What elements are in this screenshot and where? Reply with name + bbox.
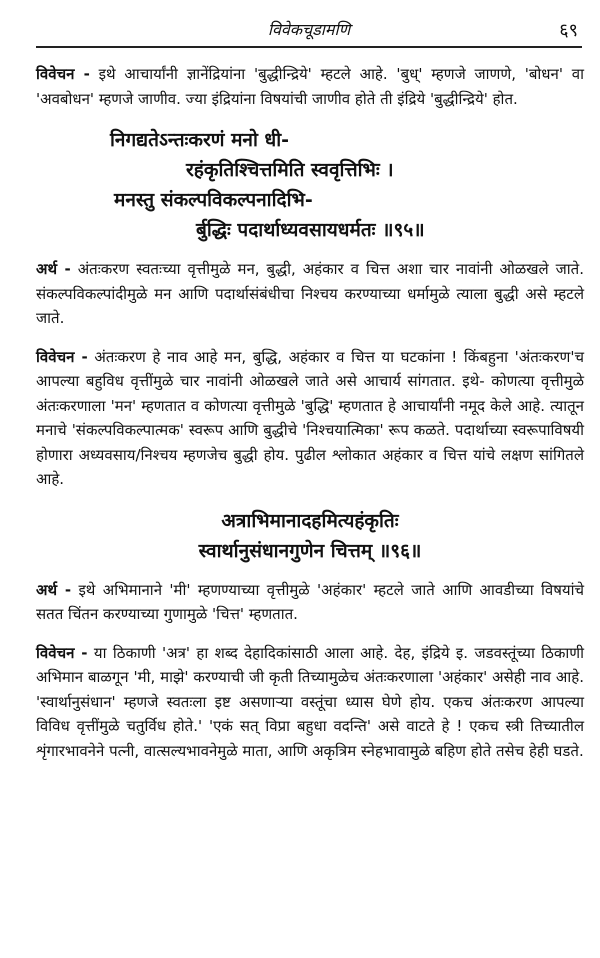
commentary-label: विवेचन - (36, 347, 88, 366)
page-content (36, 62, 584, 777)
verse-95 (36, 125, 584, 245)
meaning-text: इथे अभिमानाने 'मी' म्हणण्याच्या वृत्तीमुळे 'अहंकार' म्हटले जाते आणि आवडीच्या विषयांचे सतत चिंतन करण्याच्या गुणामुळे 'चित्त' म्हणतात. (36, 580, 584, 623)
page-number: ६९ (559, 20, 578, 41)
verse-line: अत्राभिमानादहमित्यहंकृतिः (221, 509, 399, 532)
commentary-paragraph-3 (36, 641, 584, 764)
meaning-label: अर्थ - (36, 260, 71, 278)
commentary-text: अंतःकरण हे नाव आहे मन, बुद्धि, अहंकार व चित्त या घटकांना ! किंबहुना 'अंतःकरण'च आपल्या बहुविध वृत्तींमुळे चार नावांनी ओळखले जाते असे आचार्य सांगतात. इथे- कोणत्या वृत्तीमुळे अंतःकरणाला 'मन' म्हणतात व कोणत्या वृत्तीमुळे 'बुद्धि' म्हणतात हे आचार्यांनी नमूद केले आहे. त्यातून मनाचे 'संकल्पविकल्पात्मक' स्वरूप आणि बुद्धीचे 'निश्चयात्मिका' रूप कळते. पदार्थाच्या स्वरूपाविषयी होणारा अध्यवसाय/निश्चय म्हणजेच बुद्धी होय. पुढील श्लोकात अहंकार व चित्त यांचे लक्षण सांगितले आहे. (36, 347, 584, 488)
verse-line: मनस्तु संकल्पविकल्पनादिभि- (114, 189, 313, 211)
verse-line: स्वार्थानुसंधानगुणेन चित्तम् ॥९६॥ (198, 539, 422, 562)
verse-line: निगद्यतेऽन्तःकरणं मनो धी- (110, 129, 290, 151)
commentary-text: इथे आचार्यांनी ज्ञानेंद्रियांना 'बुद्धीन्द्रिये' म्हटले आहे. 'बुध्' म्हणजे जाणणे, 'बोधन' वा 'अवबोधन' म्हणजे जाणीव. ज्या इंद्रियांना विषयांची जाणीव होते ती इंद्रिये 'बुद्धीन्द्रिये' होत. (36, 65, 584, 108)
verse-line: र्बुद्धिः पदार्थाध्यवसायधर्मतः ॥९५॥ (196, 219, 425, 241)
commentary-label: विवेचन - (36, 65, 90, 83)
commentary-label: विवेचन - (36, 643, 88, 662)
running-title: विवेकचूडामणि (267, 20, 351, 39)
meaning-paragraph-2 (36, 578, 584, 627)
commentary-paragraph-2 (36, 345, 584, 492)
commentary-paragraph-1 (36, 62, 584, 111)
meaning-text: अंतःकरण स्वतःच्या वृत्तीमुळे मन, बुद्धी, अहंकार व चित्त अशा चार नावांनी ओळखले जाते. संकल्पविकल्पांदीमुळे मन आणि पदार्थासंबंधीचा निश्चय करण्याच्या धर्मामुळे त्याला बुद्धी असे म्हटले जाते. (36, 260, 584, 327)
meaning-paragraph-1 (36, 257, 584, 331)
verse-line: रहंकृतिश्चित्तमिति स्ववृत्तिभिः । (186, 159, 394, 181)
meaning-label: अर्थ - (36, 580, 72, 599)
commentary-text: या ठिकाणी 'अत्र' हा शब्द देहादिकांसाठी आला आहे. देह, इंद्रिये इ. जडवस्तूंच्या ठिकाणी अभिमान बाळगून 'मी, माझे' करण्याची जी कृती तिच्यामुळेच अंतःकरणाला 'अहंकार' असेही नाव आहे. 'स्वार्थानुसंधान' म्हणजे स्वतःला इष्ट असणाऱ्या वस्तूंचा ध्यास घेणे होय. एकच अंतःकरण आपल्या विविध वृत्तींमुळे चतुर्विध होते.' 'एकं सत् विप्रा बहुधा वदन्ति' असे वाटते हे ! एकच स्त्री तिच्यातील शृंगारभावनेने पत्नी, वात्सल्यभावनेमुळे माता, आणि अकृत्रिम स्नेहभावामुळे बहिण होते तसेच हेही घडते. (36, 643, 584, 760)
running-header (36, 18, 582, 48)
verse-96 (36, 506, 584, 566)
